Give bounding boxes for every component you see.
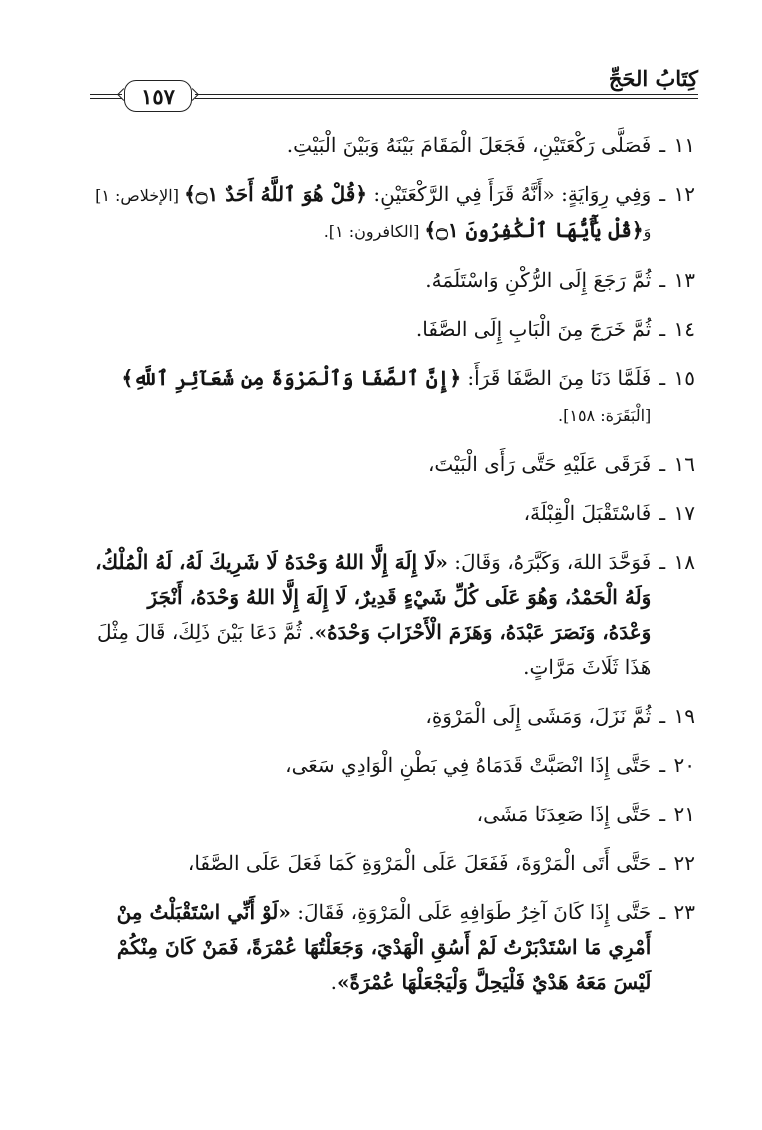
page-header <box>90 60 698 110</box>
list-item <box>95 263 695 298</box>
list-item <box>95 177 695 249</box>
item-number <box>651 748 695 783</box>
item-number-value: ١٦ <box>673 452 695 476</box>
item-number-value: ١٩ <box>673 704 695 728</box>
item-number <box>651 447 695 482</box>
numbered-list <box>95 128 695 1014</box>
item-number <box>651 496 695 531</box>
list-item <box>95 447 695 482</box>
item-number-value: ١٣ <box>673 268 695 292</box>
text-segment: فَرَقَى عَلَيْهِ حَتَّى رَأَى الْبَيْتَ، <box>427 452 652 476</box>
text-segment: حَتَّى إِذَا كَانَ آخِرُ طَوَافِهِ عَلَى الْمَرْوَةِ، فَقَالَ: <box>290 900 652 924</box>
item-text <box>95 797 651 832</box>
item-text <box>95 699 651 734</box>
text-segment: . <box>330 970 337 994</box>
page-number: ١٥٧ <box>124 80 192 112</box>
text-segment: فَوَحَّدَ اللهَ، وَكَبَّرَهُ، وَقَالَ: <box>447 550 652 574</box>
quran-verse: ﴿قُلْ يَٰٓأَيُّهَا ٱلْكَٰفِرُونَ ۝١﴾ <box>424 218 644 242</box>
list-item <box>95 846 695 881</box>
list-item <box>95 699 695 734</box>
list-item <box>95 797 695 832</box>
item-number <box>651 312 695 347</box>
item-text <box>95 545 651 685</box>
item-dash: ـ <box>659 802 672 826</box>
item-dash: ـ <box>659 133 672 157</box>
item-number-value: ١٤ <box>673 317 695 341</box>
item-number <box>651 361 695 396</box>
list-item <box>95 545 695 685</box>
item-dash: ـ <box>659 851 672 875</box>
text-segment: حَتَّى إِذَا صَعِدَنَا مَشَى، <box>476 802 652 826</box>
item-dash: ـ <box>659 452 672 476</box>
list-item <box>95 312 695 347</box>
item-text <box>95 312 651 347</box>
item-text <box>95 748 651 783</box>
item-text <box>95 263 651 298</box>
hadith-quote: «لَوْ أَنِّي اسْتَقْبَلْتُ مِنْ أَمْرِي مَا اسْتَدْبَرْتُ لَمْ أَسُقِ الْهَدْيَ، وَجَعَلْتُهَا عُمْرَةً، فَمَنْ كَانَ مِنْكُمْ لَيْسَ مَعَهُ هَدْيٌ فَلْيَحِلَّ وَلْيَجْعَلْهَا عُمْرَةً» <box>116 900 652 994</box>
item-number <box>651 699 695 734</box>
text-segment: وَفِي رِوَايَةٍ: «أَنَّهُ قَرَأَ فِي الرَّكْعَتَيْنِ: <box>367 182 652 206</box>
list-item <box>95 128 695 163</box>
item-text <box>95 177 651 249</box>
item-number-value: ٢٢ <box>673 851 695 875</box>
item-text <box>95 846 651 881</box>
item-number-value: ١٧ <box>673 501 695 525</box>
item-dash: ـ <box>659 753 672 777</box>
text-segment: حَتَّى إِذَا انْصَبَّتْ قَدَمَاهُ فِي بَطْنِ الْوَادِي سَعَى، <box>285 753 652 777</box>
item-number <box>651 545 695 580</box>
item-dash: ـ <box>659 550 672 574</box>
header-rule <box>195 94 698 95</box>
list-item <box>95 496 695 531</box>
header-rule-stub <box>90 98 122 99</box>
item-dash: ـ <box>659 366 672 390</box>
item-number <box>651 177 695 212</box>
text-segment: . ثُمَّ دَعَا بَيْنَ ذَلِكَ، قَالَ مِثْلَ هَذَا ثَلَاثَ مَرَّاتٍ. <box>97 620 652 679</box>
item-text <box>95 128 651 163</box>
item-text <box>95 496 651 531</box>
text-segment: فَصَلَّى رَكْعَتَيْنِ، فَجَعَلَ الْمَقَامَ بَيْنَهُ وَبَيْنَ الْبَيْتِ. <box>286 133 652 157</box>
item-number <box>651 895 695 930</box>
item-number <box>651 846 695 881</box>
item-number-value: ١٨ <box>673 550 695 574</box>
verse-reference: [الكافرون: ١]. <box>323 222 425 241</box>
text-segment: حَتَّى أَتَى الْمَرْوَةَ، فَفَعَلَ عَلَى الْمَرْوَةِ كَمَا فَعَلَ عَلَى الصَّفَا، <box>187 851 652 875</box>
text-segment: ثُمَّ نَزَلَ، وَمَشَى إِلَى الْمَرْوَةِ، <box>425 704 652 728</box>
item-dash: ـ <box>659 268 672 292</box>
list-item <box>95 361 695 433</box>
quran-verse: ﴿إِنَّ ٱلصَّفَا وَٱلْمَرْوَةَ مِن شَعَآئِرِ ٱللَّهِ﴾ <box>121 366 462 390</box>
item-text <box>95 361 651 433</box>
item-dash: ـ <box>659 704 672 728</box>
item-text <box>95 895 651 1000</box>
verse-reference: [الْبَقَرَة: ١٥٨]. <box>558 406 652 425</box>
text-segment: ثُمَّ رَجَعَ إِلَى الرُّكْنِ وَاسْتَلَمَهُ. <box>425 268 652 292</box>
item-text <box>95 447 651 482</box>
item-dash: ـ <box>659 501 672 525</box>
item-dash: ـ <box>659 182 672 206</box>
item-number <box>651 797 695 832</box>
header-rule <box>195 98 698 99</box>
item-number-value: ١٥ <box>673 366 695 390</box>
chapter-title: كِتَابُ الحَجِّ <box>608 66 698 91</box>
verse-reference: [الإخلاص: ١] وَ <box>95 186 652 241</box>
item-number <box>651 128 695 163</box>
item-number <box>651 263 695 298</box>
text-segment: فَاسْتَقْبَلَ الْقِبْلَةَ، <box>523 501 652 525</box>
text-segment: فَلَمَّا دَنَا مِنَ الصَّفَا قَرَأَ: <box>461 366 652 390</box>
text-segment: ثُمَّ خَرَجَ مِنَ الْبَابِ إِلَى الصَّفَا. <box>415 317 652 341</box>
list-item <box>95 748 695 783</box>
item-number-value: ١٢ <box>673 182 695 206</box>
item-dash: ـ <box>659 317 672 341</box>
hadith-quote: «لَا إِلَهَ إِلَّا اللهُ وَحْدَهُ لَا شَرِيكَ لَهُ، لَهُ الْمُلْكُ، وَلَهُ الْحَمْدُ، وَهُوَ عَلَى كُلِّ شَيْءٍ قَدِيرٌ، لَا إِلَهَ إِلَّا اللهُ وَحْدَهُ، أَنْجَزَ وَعْدَهُ، وَنَصَرَ عَبْدَهُ، وَهَزَمَ الْأَحْزَابَ وَحْدَهُ» <box>95 550 652 644</box>
item-number-value: ١١ <box>673 133 695 157</box>
item-number-value: ٢١ <box>673 802 695 826</box>
item-number-value: ٢٠ <box>673 753 695 777</box>
item-dash: ـ <box>659 900 672 924</box>
item-number-value: ٢٣ <box>673 900 695 924</box>
quran-verse: ﴿قُلْ هُوَ ٱللَّهُ أَحَدٌ ۝١﴾ <box>184 182 367 206</box>
list-item <box>95 895 695 1000</box>
